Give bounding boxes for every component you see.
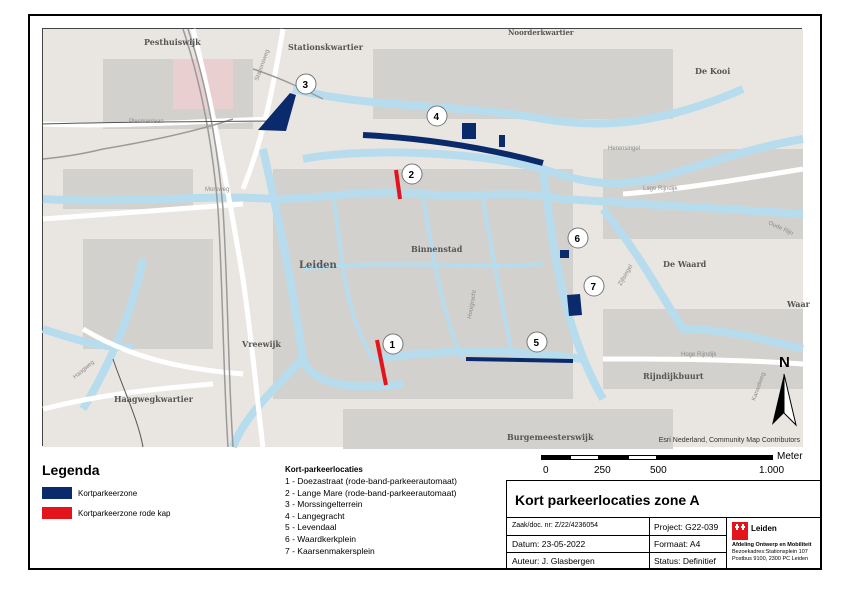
legend-label-rode-kap: Kortparkeerzone rode kap [78,509,171,518]
street-zijlsingel: Zijlsingel [617,263,635,287]
title-block [506,480,822,570]
location-item: 1 - Doezastraat (rode-band-parkeerautomaat) [285,476,457,486]
zaak-nr: Zaak/doc. nr: Z/22/4236054 [512,522,598,529]
scale-label-250: 250 [594,465,611,476]
locations-list [285,476,457,557]
status: Status: Definitief [654,556,716,566]
project-nr: Project: G22-039 [654,522,719,532]
scale-unit: Meter [777,451,803,462]
leiden-logo-icon [732,522,748,540]
scale-bar [541,455,773,463]
scale-label-1000: 1.000 [759,465,785,476]
zone-5 [466,359,573,361]
scale-label-500: 500 [650,465,667,476]
marker-5: 5 [533,338,540,349]
locations-title: Kort-parkeerlocaties [285,465,363,474]
map-attribution: Esri Nederland, Community Map Contributors [658,437,800,444]
marker-3: 3 [302,80,309,91]
street-oude-rijn: Oude Rijn [767,220,794,238]
marker-2: 2 [408,170,415,181]
formaat: Formaat: A4 [654,539,701,549]
street-lage-rijndijk: Lage Rijndijk [643,186,678,192]
marker-7: 7 [590,282,597,293]
legend-title: Legenda [42,462,100,478]
street-plesmanlaan: Plesmanlaan [129,119,164,125]
location-item: 4 - Langegracht [285,510,345,521]
label-de-kooi: De Kooi [695,66,731,76]
scale-label-0: 0 [543,465,549,476]
org-dept: Afdeling Ontwerp en Mobiliteit [732,542,812,548]
street-hooigracht: Hooigracht [467,289,479,320]
street-hoge-rijndijk: Hoge Rijndijk [681,352,717,358]
datum: Datum: 23-05-2022 [512,539,586,549]
marker-4: 4 [433,112,440,123]
marker-6: 6 [574,234,581,245]
label-leiden: Leiden [299,260,337,271]
label-binnenstad: Binnenstad [411,244,463,254]
label-burgemeesterswijk: Burgemeesterswijk [507,432,594,442]
zone-6 [560,250,569,258]
label-de-waard: De Waard [663,259,707,269]
label-stationskwartier: Stationskwartier [288,42,363,52]
legend-swatch-kortparkeerzone [42,487,72,499]
basemap [43,28,810,447]
label-vreewijk: Vreewijk [242,339,281,349]
svg-text:N: N [779,354,790,371]
auteur: Auteur: J. Glasbergen [512,556,595,566]
legend-swatch-rode-kap [42,507,72,519]
label-pesthuiswijk: Pesthuiswijk [144,37,201,47]
location-item: 6 - Waardkerkplein [285,533,357,544]
street-herensingel: Herensingel [608,146,641,152]
street-kanaalweg: Kanaalweg [751,371,768,402]
zone-7 [567,294,582,316]
label-rijndijkbuurt: Rijndijkbuurt [643,371,704,381]
label-waar: Waar [787,299,810,309]
label-haagwegkwartier: Haagwegkwartier [114,394,193,404]
org-address-post: Postbus 9100, 2300 PC Leiden [732,556,809,562]
map-title: Kort parkeerlocaties zone A [515,492,700,508]
location-item: 3 - Morssingelterrein [285,499,363,510]
street-morsweg: Morsweg [205,187,230,193]
marker-1: 1 [389,340,396,351]
label-noorderkwartier: Noorderkwartier [508,28,574,37]
location-item: 5 - Levendaal [285,522,337,533]
street-stationsweg: Stationsweg [254,48,272,82]
location-item: 7 - Kaarsenmakersplein [285,545,375,556]
location-item: 2 - Lange Mare (rode-band-parkeerautomaat) [285,487,457,498]
street-haagweg: Haagweg [72,359,96,381]
org-name: Leiden [751,524,777,533]
legend-label-kortparkeerzone: Kortparkeerzone [78,489,138,498]
org-address-visit: Bezoekadres:Stationsplein 107 [732,549,808,555]
map-view[interactable] [42,28,810,446]
